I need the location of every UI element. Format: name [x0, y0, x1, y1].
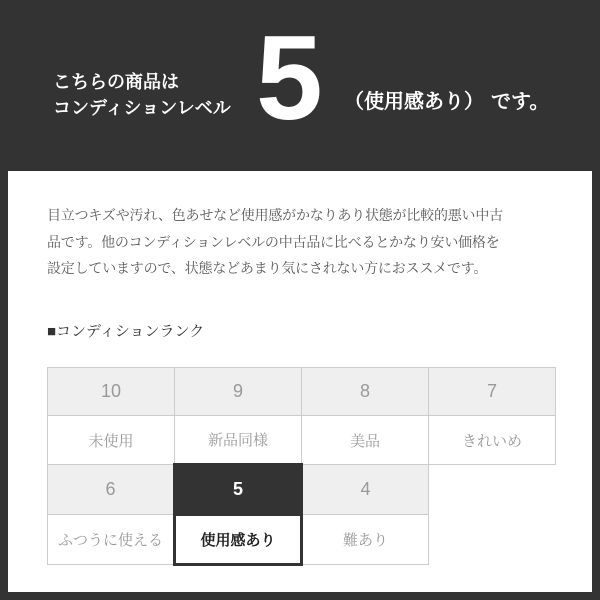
rank-number-row-top [48, 368, 556, 416]
condition-description [47, 202, 503, 282]
rank-number-cell-9: 9 [175, 368, 302, 416]
banner-intro-text [53, 69, 231, 121]
rank-label-cell-9: 新品同様 [175, 416, 302, 465]
rank-label-cell-6: ふつうに使える [48, 515, 175, 565]
description-line: 品です。他のコンディションレベルの中古品に比べるとかなり安い価格を [47, 233, 500, 250]
rank-label-row-bottom [48, 515, 556, 565]
description-line: 設定していますので、状態などあまり気にされない方におススメです。 [47, 260, 488, 276]
rank-section-heading: ■コンディションランク [47, 323, 205, 340]
condition-rank-table [47, 367, 556, 566]
banner-suffix-text: です。 [491, 91, 550, 113]
condition-level-number: 5 [256, 11, 323, 145]
banner-intro-line1: こちらの商品は [53, 72, 179, 92]
rank-empty-cell [429, 515, 556, 565]
rank-number-cell-5-highlighted: 5 [175, 465, 302, 515]
condition-banner [0, 0, 600, 171]
rank-number-cell-4: 4 [302, 465, 429, 515]
rank-empty-cell [429, 465, 556, 515]
rank-label-cell-7: きれいめ [429, 416, 556, 465]
rank-label-cell-4: 難あり [302, 515, 429, 565]
rank-label-cell-10: 未使用 [48, 416, 175, 465]
condition-level-note: （使用感あり） [344, 91, 484, 113]
rank-label-cell-5-highlighted: 使用感あり [175, 515, 302, 565]
rank-number-cell-6: 6 [48, 465, 175, 515]
rank-number-row-bottom [48, 465, 556, 515]
rank-number-cell-7: 7 [429, 368, 556, 416]
rank-number-cell-10: 10 [48, 368, 175, 416]
rank-label-cell-8: 美品 [302, 416, 429, 465]
rank-label-row-top [48, 416, 556, 465]
description-line: 目立つキズや汚れ、色あせなど使用感がかなりあり状態が比較的悪い中古 [47, 207, 503, 223]
banner-intro-line2: コンディションレベル [53, 98, 231, 118]
rank-number-cell-8: 8 [302, 368, 429, 416]
content-panel [8, 171, 592, 592]
